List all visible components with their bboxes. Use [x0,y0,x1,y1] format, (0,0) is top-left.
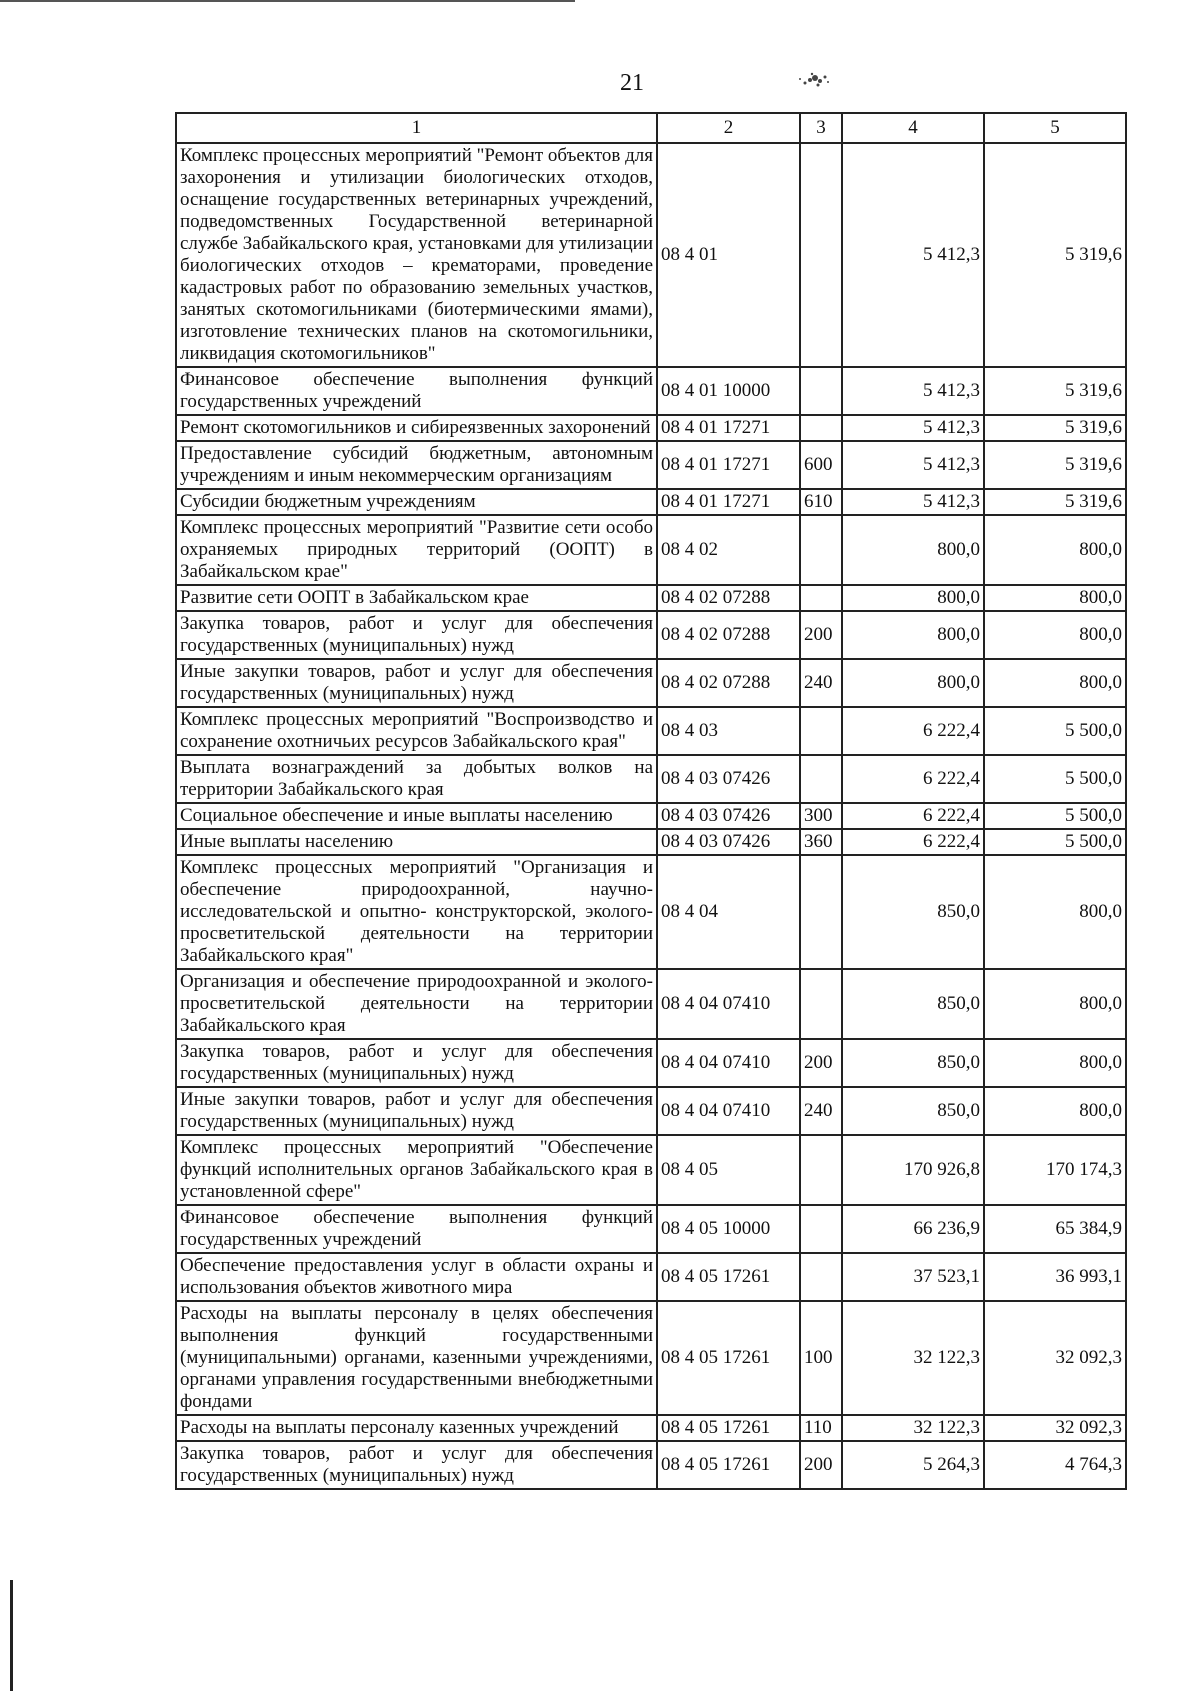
code-cell: 08 4 02 07288 [657,611,800,659]
expense-type-cell [800,143,842,367]
header-cell: 4 [842,113,984,143]
item-name-cell: Иные закупки товаров, работ и услуг для обеспечения государственных (муниципальных) нужд [176,659,657,707]
amount-col5-cell: 800,0 [984,585,1126,611]
item-name-cell: Финансовое обеспечение выполнения функций государственных учреждений [176,367,657,415]
amount-col4-cell: 800,0 [842,515,984,585]
table-row [176,1415,1126,1441]
amount-col5-cell: 5 500,0 [984,707,1126,755]
table-row [176,143,1126,367]
amount-col5-cell: 65 384,9 [984,1205,1126,1253]
table-row [176,803,1126,829]
header-cell: 1 [176,113,657,143]
code-cell: 08 4 01 17271 [657,489,800,515]
item-name-cell: Закупка товаров, работ и услуг для обеспечения государственных (муниципальных) нужд [176,1441,657,1489]
table-row [176,855,1126,969]
item-name-cell: Закупка товаров, работ и услуг для обеспечения государственных (муниципальных) нужд [176,611,657,659]
amount-col4-cell: 850,0 [842,855,984,969]
amount-col5-cell: 5 500,0 [984,755,1126,803]
expense-type-cell [800,755,842,803]
amount-col4-cell: 850,0 [842,1039,984,1087]
expense-type-cell [800,969,842,1039]
code-cell: 08 4 03 07426 [657,803,800,829]
stamp-mark-icon [790,68,840,94]
amount-col4-cell: 5 264,3 [842,1441,984,1489]
expense-type-cell [800,1135,842,1205]
scan-edge [10,1580,13,1691]
amount-col4-cell: 800,0 [842,585,984,611]
expense-type-cell: 200 [800,1039,842,1087]
expense-type-cell [800,1253,842,1301]
amount-col4-cell: 5 412,3 [842,489,984,515]
expense-type-cell [800,367,842,415]
code-cell: 08 4 03 07426 [657,829,800,855]
expense-type-cell: 600 [800,441,842,489]
table-row [176,489,1126,515]
table-row [176,1301,1126,1415]
amount-col5-cell: 170 174,3 [984,1135,1126,1205]
code-cell: 08 4 04 [657,855,800,969]
amount-col5-cell: 800,0 [984,1039,1126,1087]
table-row [176,969,1126,1039]
amount-col4-cell: 800,0 [842,659,984,707]
expense-type-cell [800,415,842,441]
code-cell: 08 4 05 17261 [657,1253,800,1301]
amount-col5-cell: 4 764,3 [984,1441,1126,1489]
item-name-cell: Ремонт скотомогильников и сибиреязвенных захоронений [176,415,657,441]
amount-col4-cell: 6 222,4 [842,755,984,803]
amount-col4-cell: 6 222,4 [842,803,984,829]
header-cell: 5 [984,113,1126,143]
item-name-cell: Иные закупки товаров, работ и услуг для обеспечения государственных (муниципальных) нужд [176,1087,657,1135]
amount-col5-cell: 5 319,6 [984,415,1126,441]
page-number: 21 [620,70,644,96]
amount-col4-cell: 850,0 [842,1087,984,1135]
amount-col5-cell: 5 319,6 [984,441,1126,489]
amount-col4-cell: 5 412,3 [842,415,984,441]
item-name-cell: Комплекс процессных мероприятий "Организация и обеспечение природоохранной, научно-исследовательской и опытно- конструкторской, эколого-просветительской деятельности на территории Забайкальского края" [176,855,657,969]
table-row [176,1135,1126,1205]
amount-col4-cell: 37 523,1 [842,1253,984,1301]
table-row [176,755,1126,803]
table-row [176,1039,1126,1087]
amount-col4-cell: 5 412,3 [842,441,984,489]
code-cell: 08 4 02 07288 [657,585,800,611]
amount-col5-cell: 36 993,1 [984,1253,1126,1301]
table-row [176,367,1126,415]
amount-col5-cell: 800,0 [984,659,1126,707]
top-rule [0,0,575,2]
code-cell: 08 4 02 07288 [657,659,800,707]
table-row [176,1253,1126,1301]
amount-col5-cell: 800,0 [984,515,1126,585]
header-cell: 2 [657,113,800,143]
item-name-cell: Обеспечение предоставления услуг в области охраны и использования объектов животного мира [176,1253,657,1301]
item-name-cell: Развитие сети ООПТ в Забайкальском крае [176,585,657,611]
code-cell: 08 4 05 17261 [657,1441,800,1489]
expense-type-cell: 200 [800,1441,842,1489]
item-name-cell: Выплата вознаграждений за добытых волков на территории Забайкальского края [176,755,657,803]
item-name-cell: Комплекс процессных мероприятий "Воспроизводство и сохранение охотничьих ресурсов Забайкальского края" [176,707,657,755]
expense-type-cell: 110 [800,1415,842,1441]
amount-col5-cell: 800,0 [984,611,1126,659]
expense-type-cell: 200 [800,611,842,659]
expense-type-cell [800,855,842,969]
item-name-cell: Предоставление субсидий бюджетным, автономным учреждениям и иным некоммерческим организациям [176,441,657,489]
expense-type-cell [800,707,842,755]
item-name-cell: Финансовое обеспечение выполнения функций государственных учреждений [176,1205,657,1253]
item-name-cell: Комплекс процессных мероприятий "Ремонт объектов для захоронения и утилизации биологических отходов, оснащение государственных ветеринарных учреждений, подведомственных Государственной ветеринарной службе Забайкальского края, установками для утилизации биологических отходов – крематорами, проведение кадастровых работ по образованию земельных участков, занятых скотомогильниками (биотермическими ямами), изготовление технических планов на скотомогильники, ликвидация скотомогильников" [176,143,657,367]
table-row [176,1087,1126,1135]
expense-type-cell: 240 [800,659,842,707]
code-cell: 08 4 04 07410 [657,1039,800,1087]
table-row [176,1205,1126,1253]
amount-col4-cell: 6 222,4 [842,707,984,755]
header-cell: 3 [800,113,842,143]
code-cell: 08 4 05 10000 [657,1205,800,1253]
code-cell: 08 4 04 07410 [657,1087,800,1135]
expense-type-cell: 360 [800,829,842,855]
item-name-cell: Социальное обеспечение и иные выплаты населению [176,803,657,829]
amount-col5-cell: 5 319,6 [984,489,1126,515]
amount-col5-cell: 800,0 [984,855,1126,969]
code-cell: 08 4 01 17271 [657,415,800,441]
amount-col4-cell: 32 122,3 [842,1415,984,1441]
expense-type-cell [800,585,842,611]
amount-col5-cell: 5 500,0 [984,803,1126,829]
item-name-cell: Комплекс процессных мероприятий "Развитие сети особо охраняемых природных территорий (ООПТ) в Забайкальском крае" [176,515,657,585]
amount-col5-cell: 5 319,6 [984,143,1126,367]
amount-col4-cell: 5 412,3 [842,143,984,367]
table-row [176,1441,1126,1489]
table-row [176,659,1126,707]
table-row [176,415,1126,441]
amount-col4-cell: 850,0 [842,969,984,1039]
code-cell: 08 4 05 17261 [657,1415,800,1441]
item-name-cell: Организация и обеспечение природоохранной и эколого-просветительской деятельности на территории Забайкальского края [176,969,657,1039]
code-cell: 08 4 02 [657,515,800,585]
table-row [176,515,1126,585]
code-cell: 08 4 05 17261 [657,1301,800,1415]
amount-col5-cell: 32 092,3 [984,1415,1126,1441]
item-name-cell: Иные выплаты населению [176,829,657,855]
amount-col4-cell: 5 412,3 [842,367,984,415]
item-name-cell: Комплекс процессных мероприятий "Обеспечение функций исполнительных органов Забайкальского края в установленной сфере" [176,1135,657,1205]
item-name-cell: Субсидии бюджетным учреждениям [176,489,657,515]
table-row [176,611,1126,659]
expense-type-cell: 240 [800,1087,842,1135]
code-cell: 08 4 04 07410 [657,969,800,1039]
item-name-cell: Расходы на выплаты персоналу в целях обеспечения выполнения функций государственными (муниципальными) органами, казенными учреждениями, органами управления государственными внебюджетными фондами [176,1301,657,1415]
amount-col4-cell: 66 236,9 [842,1205,984,1253]
table-row [176,829,1126,855]
amount-col4-cell: 6 222,4 [842,829,984,855]
expense-type-cell [800,1205,842,1253]
amount-col5-cell: 5 500,0 [984,829,1126,855]
table-row [176,707,1126,755]
table-row [176,585,1126,611]
code-cell: 08 4 01 10000 [657,367,800,415]
code-cell: 08 4 03 07426 [657,755,800,803]
amount-col5-cell: 32 092,3 [984,1301,1126,1415]
expense-type-cell: 610 [800,489,842,515]
amount-col4-cell: 32 122,3 [842,1301,984,1415]
code-cell: 08 4 03 [657,707,800,755]
code-cell: 08 4 05 [657,1135,800,1205]
code-cell: 08 4 01 17271 [657,441,800,489]
expense-type-cell: 100 [800,1301,842,1415]
item-name-cell: Расходы на выплаты персоналу казенных учреждений [176,1415,657,1441]
amount-col5-cell: 800,0 [984,1087,1126,1135]
expense-type-cell [800,515,842,585]
amount-col5-cell: 5 319,6 [984,367,1126,415]
amount-col4-cell: 800,0 [842,611,984,659]
table-row [176,441,1126,489]
item-name-cell: Закупка товаров, работ и услуг для обеспечения государственных (муниципальных) нужд [176,1039,657,1087]
expense-type-cell: 300 [800,803,842,829]
amount-col5-cell: 800,0 [984,969,1126,1039]
budget-table [175,112,1127,1490]
code-cell: 08 4 01 [657,143,800,367]
amount-col4-cell: 170 926,8 [842,1135,984,1205]
header-row [176,113,1126,143]
